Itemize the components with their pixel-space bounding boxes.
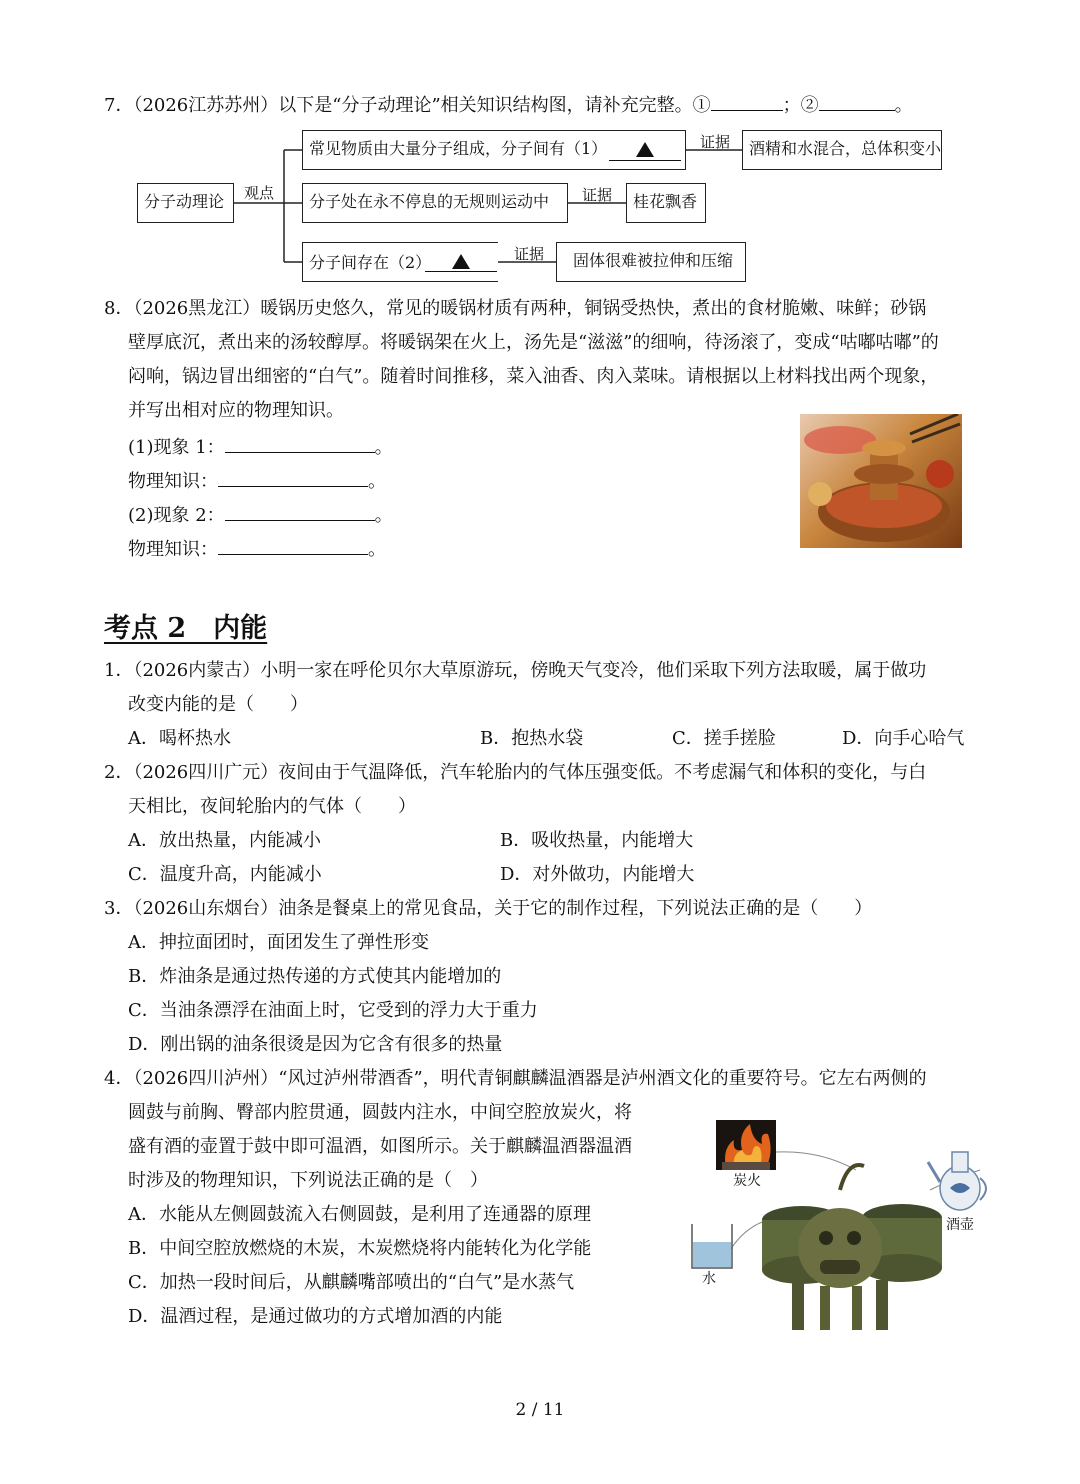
q8-knowledge-1 [128,464,386,498]
diagram-evidence-label-2: 证据 [582,186,613,204]
q8-phenomenon-1 [128,430,393,464]
s2-line-2: 天相比，夜间轮胎内的气体（ ） [128,796,416,817]
s3-option-a[interactable]: A．抻拉面团时，面团发生了弹性形变 [128,932,429,953]
q8-k1-end: 。 [368,471,386,492]
s3-line-1: 3．（2026山东烟台）油条是餐桌上的常见食品，关于它的制作过程，下列说法正确的是（ ） [104,898,873,919]
q8-p2-blank[interactable] [225,498,375,521]
q8-k1-label: 物理知识： [128,471,218,492]
diagram-evidence-2-label: 桂花飘香 [633,192,698,211]
s2-option-d[interactable]: D．对外做功，内能增大 [500,864,695,885]
diagram-evidence-label-1: 证据 [700,133,731,151]
s2-option-b[interactable]: B．吸收热量，内能增大 [500,830,694,851]
diagram-branch-1 [302,130,686,170]
q8-k2-blank[interactable] [218,532,368,555]
s4-line-1: 4．（2026四川泸州）“风过泸州带酒香”，明代青铜麒麟温酒器是泸州酒文化的重要符号。它左右两侧的 [104,1068,927,1089]
q7-text: 7．（2026江苏苏州）以下是“分子动理论”相关知识结构图，请补充完整。① [104,95,711,116]
q8-line-1: 8．（2026黑龙江）暖锅历史悠久，常见的暖锅材质有两种，铜锅受热快，煮出的食材脆嫩、味鲜；砂锅 [104,298,927,319]
q8-k1-blank[interactable] [218,464,368,487]
diagram-blank-1[interactable] [609,138,681,161]
diagram-evidence-1-label: 酒精和水混合，总体积变小 [749,139,942,158]
s3-option-c[interactable]: C．当油条漂浮在油面上时，它受到的浮力大于重力 [128,1000,538,1021]
q8-line-4: 并写出相对应的物理知识。 [128,400,344,421]
s3-option-b[interactable]: B．炸油条是通过热传递的方式使其内能增加的 [128,966,502,987]
label-pot: 酒壶 [946,1217,974,1233]
q8-p1-label: (1)现象 1： [128,437,225,458]
s4-option-b[interactable]: B．中间空腔放燃烧的木炭，木炭燃烧将内能转化为化学能 [128,1238,592,1259]
hotpot-photo [800,414,962,548]
s1-option-d[interactable]: D．向手心哈气 [842,728,965,749]
page-number: 2 / 11 [515,1400,565,1420]
diagram-branch-1-label: 常见物质由大量分子组成，分子间有（1） [309,139,608,158]
diagram-blank-2[interactable] [425,251,497,272]
q8-line-3: 闷响，锅边冒出细密的“白气”。随着时间推移，菜入油香、肉入菜味。请根据以上材料找出两个现象， [128,366,939,387]
diagram-root-label: 分子动理论 [144,192,225,211]
q8-p1-blank[interactable] [225,430,375,453]
q8-k2-end: 。 [368,539,386,560]
s2-option-a[interactable]: A．放出热量，内能减小 [128,830,321,851]
diagram-evidence-3 [556,242,746,282]
q8-line-2: 壁厚底沉，煮出来的汤较醇厚。将暖锅架在火上，汤先是“滋滋”的细响，待汤滚了，变成“咕嘟咕嘟”的 [128,332,939,353]
s1-line-1: 1．（2026内蒙古）小明一家在呼伦贝尔大草原游玩，傍晚天气变冷，他们采取下列方法取暖，属于做功 [104,660,927,681]
s4-option-a[interactable]: A．水能从左侧圆鼓流入右侧圆鼓，是利用了连通器的原理 [128,1204,591,1225]
s2-line-1: 2．（2026四川广元）夜间由于气温降低，汽车轮胎内的气体压强变低。不考虑漏气和体积的变化，与白 [104,762,927,783]
s1-option-a[interactable]: A．喝杯热水 [128,728,231,749]
s4-option-c[interactable]: C．加热一段时间后，从麒麟嘴部喷出的“白气”是水蒸气 [128,1272,575,1293]
s4-option-d[interactable]: D．温酒过程，是通过做功的方式增加酒的内能 [128,1306,503,1327]
q8-phenomenon-2 [128,498,393,532]
qilin-illustration [680,1130,1010,1340]
s4-line-3: 盛有酒的壶置于鼓中即可温酒，如图所示。关于麒麟温酒器温酒 [128,1136,632,1157]
diagram-evidence-2 [626,183,706,223]
label-fire: 炭火 [733,1173,761,1189]
q7-end: 。 [894,95,913,116]
label-water: 水 [702,1271,716,1287]
diagram-evidence-1 [742,130,942,170]
q8-p1-end: 。 [374,437,393,458]
diagram-branch-3-label: 分子间存在（2） [309,253,432,272]
triangle-icon [636,142,654,157]
section-title: 考点 2 内能 [104,613,268,644]
q8-knowledge-2 [128,532,386,566]
diagram-branch-3 [302,242,498,282]
q8-p2-end: 。 [374,505,393,526]
s1-line-2: 改变内能的是（ ） [128,694,308,715]
diagram-branch-2 [302,183,568,223]
q7-sep: ；② [782,95,819,116]
hotpot-illustration [800,414,962,548]
q8-p2-label: (2)现象 2： [128,505,225,526]
diagram-branch-2-label: 分子处在永不停息的无规则运动中 [309,192,550,211]
diagram-view-label: 观点 [244,184,275,202]
diagram-root [137,183,234,223]
triangle-icon [452,254,470,269]
s2-option-c[interactable]: C．温度升高，内能减小 [128,864,322,885]
diagram-evidence-label-3: 证据 [514,245,545,263]
s1-option-b[interactable]: B．抱热水袋 [480,728,584,749]
s3-option-d[interactable]: D．刚出锅的油条很烫是因为它含有很多的热量 [128,1034,503,1055]
diagram-evidence-3-label: 固体很难被拉伸和压缩 [573,251,734,270]
q8-k2-label: 物理知识： [128,539,218,560]
s1-option-c[interactable]: C．搓手搓脸 [672,728,776,749]
s4-line-4: 时涉及的物理知识，下列说法正确的是（ ） [128,1170,488,1191]
s4-line-2: 圆鼓与前胸、臀部内腔贯通，圆鼓内注水，中间空腔放炭火，将 [128,1102,632,1123]
